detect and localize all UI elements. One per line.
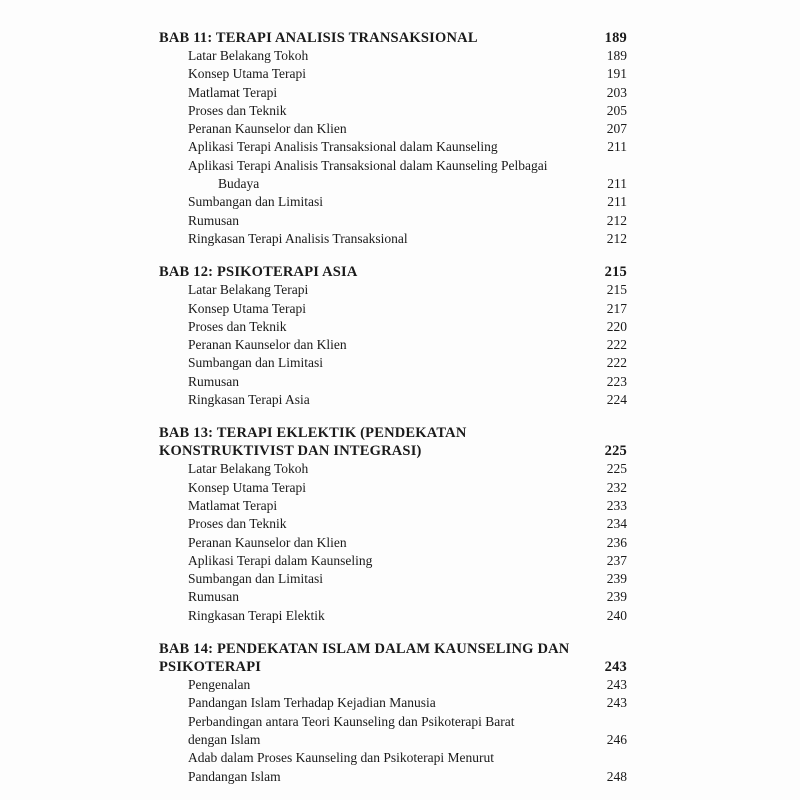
toc-entry <box>159 47 627 65</box>
toc-entry-title: Pandangan Islam Terhadap Kejadian Manusia <box>188 695 436 711</box>
toc-entry-page-number: 239 <box>606 589 627 605</box>
toc-entry-page-number: 239 <box>606 571 627 587</box>
chapter-bab11 <box>159 29 627 248</box>
toc-entry-page-number: 243 <box>606 695 627 711</box>
toc-entry <box>159 373 627 391</box>
toc-entry <box>159 157 627 175</box>
toc-entry-page-number: 222 <box>606 355 627 371</box>
toc-entry-page-number: 211 <box>607 194 627 210</box>
toc-entry <box>159 300 627 318</box>
toc-entry-page-number: 189 <box>606 48 627 63</box>
toc-entry <box>159 354 627 372</box>
toc-entry-page-number: 232 <box>606 479 627 495</box>
toc-entry-page-number: 222 <box>606 337 627 353</box>
toc-entry-page-number: 217 <box>606 300 627 316</box>
chapter-heading <box>159 263 627 281</box>
toc-entry <box>159 281 627 299</box>
chapter-title: BAB 14: PENDEKATAN ISLAM DALAM KAUNSELING DAN <box>159 641 570 658</box>
toc-entry-title: Konsep Utama Terapi <box>188 479 307 495</box>
toc-entry-page-number: 237 <box>606 552 627 568</box>
toc-entry-page-number: 212 <box>606 230 627 246</box>
toc-entry-page-number: 225 <box>606 461 627 477</box>
toc-entry-title: Sumbangan dan Limitasi <box>188 194 323 210</box>
toc-entry <box>159 515 627 533</box>
toc-entry <box>159 138 627 156</box>
chapter-heading <box>159 442 627 460</box>
toc-entry-page-number: 211 <box>607 139 627 155</box>
chapter-title: PSIKOTERAPI <box>159 659 262 676</box>
toc-entry-title: Pengenalan <box>188 677 251 693</box>
toc-entry-title: Ringkasan Terapi Analisis Transaksional <box>188 230 408 246</box>
toc-entry <box>159 230 627 248</box>
toc-entry-title: Pandangan Islam <box>188 768 281 784</box>
toc-entry <box>159 175 627 193</box>
toc-entry-page-number: 246 <box>606 731 627 747</box>
toc-entry <box>159 84 627 102</box>
toc-entry-title: dengan Islam <box>188 731 261 747</box>
toc-entry-title: Sumbangan dan Limitasi <box>188 355 323 371</box>
toc-entry-page-number: 205 <box>606 102 627 118</box>
chapter-title: BAB 11: TERAPI ANALISIS TRANSAKSIONAL <box>159 30 478 46</box>
chapter-title: BAB 12: PSIKOTERAPI ASIA <box>159 264 358 281</box>
toc-entry <box>159 570 627 588</box>
toc-entry-page-number: 233 <box>606 497 627 513</box>
toc-entry-page-number: 215 <box>606 282 627 298</box>
toc-entry <box>159 479 627 497</box>
toc-entry-page-number: 220 <box>606 318 627 334</box>
toc-entry-title: Matlamat Terapi <box>188 84 278 100</box>
toc-entry-title: Proses dan Teknik <box>188 102 287 118</box>
toc-entry-title: Latar Belakang Terapi <box>188 282 309 298</box>
chapter-page-number: 215 <box>604 264 627 281</box>
toc-entry <box>159 768 627 786</box>
toc-entry <box>159 391 627 409</box>
toc-entry <box>159 318 627 336</box>
toc-entry <box>159 552 627 570</box>
toc-entry-page-number: 207 <box>606 121 627 137</box>
toc-entry <box>159 212 627 230</box>
toc-entry-title: Aplikasi Terapi Analisis Transaksional dalam Kaunseling <box>188 139 498 155</box>
toc-entry-title: Peranan Kaunselor dan Klien <box>188 534 347 550</box>
toc-entry-page-number: 248 <box>606 768 627 784</box>
toc-entry-page-number: 224 <box>606 392 627 408</box>
chapter-title: BAB 13: TERAPI EKLEKTIK (PENDEKATAN <box>159 425 467 442</box>
toc-entry <box>159 65 627 83</box>
chapter-heading <box>159 424 627 442</box>
toc-entry-title: Konsep Utama Terapi <box>188 66 307 82</box>
toc-entry-page-number: 211 <box>607 176 627 192</box>
toc-entry-title: Perbandingan antara Teori Kaunseling dan Psikoterapi Barat <box>188 713 515 729</box>
toc-entry <box>159 676 627 694</box>
table-of-contents <box>159 29 627 801</box>
toc-entry <box>159 607 627 625</box>
toc-entry-page-number: 243 <box>606 677 627 693</box>
toc-entry-page-number: 223 <box>606 373 627 389</box>
toc-entry-page-number: 240 <box>606 607 627 623</box>
toc-entry <box>159 460 627 478</box>
toc-entry-title: Aplikasi Terapi Analisis Transaksional dalam Kaunseling Pelbagai <box>188 157 548 173</box>
toc-entry <box>159 336 627 354</box>
toc-entry <box>159 497 627 515</box>
toc-entry <box>159 102 627 120</box>
toc-entry <box>159 120 627 138</box>
toc-entry <box>159 713 627 731</box>
toc-entry-title: Rumusan <box>188 373 240 389</box>
toc-entry-title: Budaya <box>218 176 260 192</box>
toc-entry-title: Ringkasan Terapi Asia <box>188 392 310 408</box>
toc-entry <box>159 749 627 767</box>
toc-entry <box>159 534 627 552</box>
toc-entry-title: Adab dalam Proses Kaunseling dan Psikoterapi Menurut <box>188 750 494 766</box>
chapter-page-number: 243 <box>604 659 627 676</box>
toc-entry-title: Rumusan <box>188 589 240 605</box>
toc-entry <box>159 193 627 211</box>
toc-entry-title: Sumbangan dan Limitasi <box>188 571 323 587</box>
toc-entry-title: Rumusan <box>188 212 240 228</box>
toc-entry-title: Konsep Utama Terapi <box>188 300 307 316</box>
chapter-bab14 <box>159 640 627 786</box>
toc-entry-page-number: 234 <box>606 516 627 532</box>
toc-entry-title: Proses dan Teknik <box>188 516 287 532</box>
chapter-title: KONSTRUKTIVIST DAN INTEGRASI) <box>159 443 422 460</box>
toc-entry <box>159 694 627 712</box>
toc-entry-page-number: 203 <box>606 84 627 100</box>
chapter-page-number: 225 <box>604 443 627 460</box>
chapter-heading <box>159 640 627 658</box>
toc-entry-title: Ringkasan Terapi Elektik <box>188 607 325 623</box>
toc-entry-page-number: 236 <box>606 534 627 550</box>
toc-entry <box>159 731 627 749</box>
chapter-heading <box>159 658 627 676</box>
toc-entry-title: Latar Belakang Tokoh <box>188 461 309 477</box>
toc-entry-page-number: 212 <box>606 212 627 228</box>
toc-entry-title: Matlamat Terapi <box>188 497 278 513</box>
chapter-page-number: 189 <box>604 30 627 46</box>
toc-entry-title: Proses dan Teknik <box>188 318 287 334</box>
toc-entry-title: Peranan Kaunselor dan Klien <box>188 121 347 137</box>
toc-entry-title: Peranan Kaunselor dan Klien <box>188 337 347 353</box>
chapter-bab12 <box>159 263 627 409</box>
toc-entry-title: Aplikasi Terapi dalam Kaunseling <box>188 552 373 568</box>
toc-entry-title: Latar Belakang Tokoh <box>188 48 309 63</box>
chapter-bab13 <box>159 424 627 625</box>
toc-entry <box>159 588 627 606</box>
chapter-heading <box>159 29 627 47</box>
toc-entry-page-number: 191 <box>606 66 627 82</box>
